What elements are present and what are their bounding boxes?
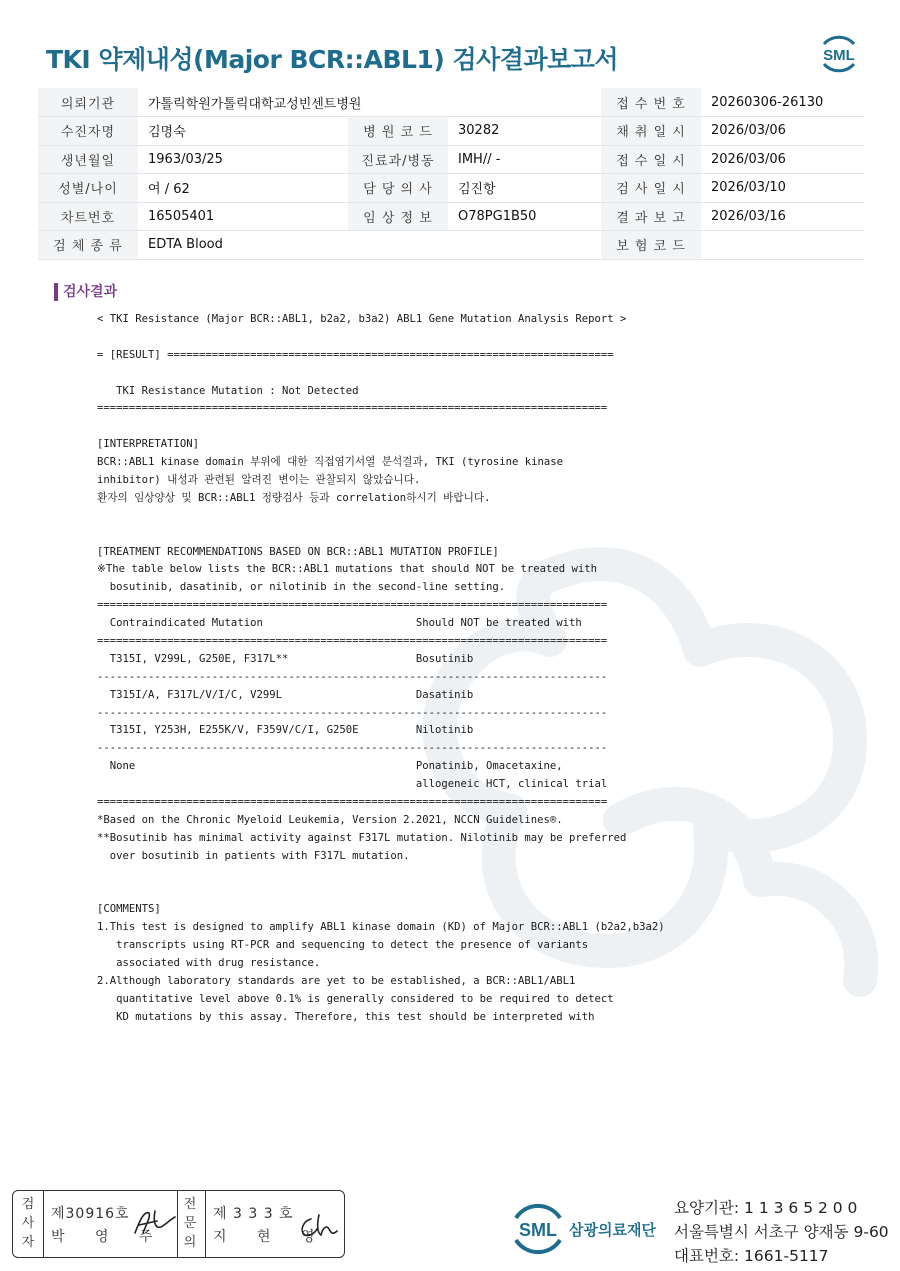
examiner-label: 검 사 자	[21, 1197, 35, 1250]
report-line: ================================================================================	[97, 635, 608, 648]
info-label: 접 수 일 시	[601, 145, 701, 174]
info-label: 진료과/병동	[348, 145, 448, 174]
report-line	[97, 508, 877, 526]
report-line: **Bosutinib has minimal activity against F317L mutation. Nilotinib may be preferred	[97, 831, 627, 844]
info-label: 보 험 코 드	[601, 231, 701, 260]
info-label: 수진자명	[38, 117, 138, 146]
report-line	[97, 866, 877, 884]
report-line: ※The table below lists the BCR::ABL1 mutations that should NOT be treated with	[97, 563, 597, 576]
report-line: [INTERPRETATION]	[97, 438, 200, 451]
report-line: bosutinib, dasatinib, or nilotinib in the second-line setting.	[97, 581, 506, 594]
report-line: [TREATMENT RECOMMENDATIONS BASED ON BCR::ABL1 MUTATION PROFILE]	[97, 545, 499, 558]
report-line: transcripts using RT-PCR and sequencing to detect the presence of variants	[97, 939, 589, 952]
report-line: = [RESULT] ======================================================================	[97, 348, 614, 361]
specialist-label: 전 문 의	[183, 1197, 197, 1250]
report-line: ================================================================================	[97, 796, 608, 809]
report-line: allogeneic HCT, clinical trial	[97, 778, 608, 791]
info-value: 16505401	[138, 202, 348, 231]
info-value: 가톨릭학원가톨릭대학교성빈센트병원	[138, 88, 601, 117]
info-value: 2026/03/16	[701, 202, 864, 231]
report-line: ================================================================================	[97, 599, 608, 612]
info-label: 담 당 의 사	[348, 174, 448, 203]
report-line: ================================================================================	[97, 402, 608, 415]
info-label: 결 과 보 고	[601, 202, 701, 231]
page-title: TKI 약제내성(Major BCR::ABL1) 검사결과보고서	[46, 45, 619, 74]
info-value: 여 / 62	[138, 174, 348, 203]
info-label: 의뢰기관	[38, 88, 138, 117]
report-line: *Based on the Chronic Myeloid Leukemia, Version 2.2021, NCCN Guidelines®.	[97, 813, 563, 826]
specialist-name: 지 현 영	[213, 1229, 328, 1245]
report-line: T315I/A, F317L/V/I/C, V299L Dasatinib	[97, 688, 474, 701]
sml-logo	[814, 28, 864, 78]
info-row	[38, 88, 864, 117]
report-line	[97, 526, 877, 544]
info-value: 2026/03/06	[701, 145, 864, 174]
info-label: 접 수 번 호	[601, 88, 701, 117]
info-value: 20260306-26130	[701, 88, 864, 117]
info-label: 성별/나이	[38, 174, 138, 203]
report-line: [COMMENTS]	[97, 903, 161, 916]
info-value: 김진항	[448, 174, 601, 203]
report-line: quantitative level above 0.1% is generally considered to be required to detect	[97, 992, 614, 1005]
footer-sml-logo	[508, 1200, 568, 1256]
report-line: --------------------------------------------------------------------------------	[97, 742, 608, 755]
examiner-signature	[131, 1207, 177, 1239]
report-line: < TKI Resistance (Major BCR::ABL1, b2a2, b3a2) ABL1 Gene Mutation Analysis Report >	[97, 313, 627, 325]
sml-logo-text: SML	[823, 47, 855, 64]
info-label: 채 취 일 시	[601, 117, 701, 146]
report-line: --------------------------------------------------------------------------------	[97, 706, 608, 719]
patient-info-table	[38, 88, 864, 260]
info-label: 검 체 종 류	[38, 231, 138, 260]
footer-contact-info	[674, 1196, 889, 1268]
info-row	[38, 231, 864, 260]
info-label: 임 상 정 보	[348, 202, 448, 231]
section-title-results: 검사결과	[54, 283, 117, 301]
report-line: KD mutations by this assay. Therefore, this test should be interpreted with	[97, 1010, 595, 1023]
report-line: associated with drug resistance.	[97, 957, 321, 970]
footer-phone: 대표번호: 1661-5117	[674, 1247, 829, 1265]
info-row	[38, 145, 864, 174]
info-value: 30282	[448, 117, 601, 146]
result-report-text	[97, 311, 877, 1027]
report-line: 2.Although laboratory standards are yet to be established, a BCR::ABL1/ABL1	[97, 974, 576, 987]
report-line: Contraindicated Mutation Should NOT be treated with	[97, 617, 582, 630]
info-value: 김명숙	[138, 117, 348, 146]
info-row	[38, 117, 864, 146]
report-line: 환자의 임상양상 및 BCR::ABL1 정량검사 등과 correlation하시기 바랍니다.	[97, 491, 491, 504]
info-value: EDTA Blood	[138, 231, 601, 260]
report-line: over bosutinib in patients with F317L mutation.	[97, 849, 410, 862]
examiner-name: 박 영 주	[51, 1229, 166, 1245]
specialist-signature	[297, 1211, 341, 1241]
report-line	[97, 365, 877, 383]
report-line	[97, 329, 877, 347]
report-line: --------------------------------------------------------------------------------	[97, 670, 608, 683]
footer-brand-name: 삼광의료재단	[569, 1221, 656, 1239]
info-row	[38, 174, 864, 203]
report-line	[97, 418, 877, 436]
info-value: 2026/03/06	[701, 117, 864, 146]
footer-logo-text: SML	[519, 1220, 557, 1240]
footer-address: 서울특별시 서초구 양재동 9-60	[674, 1223, 889, 1241]
info-label: 병 원 코 드	[348, 117, 448, 146]
info-value	[701, 231, 864, 260]
report-line	[97, 884, 877, 902]
info-value: 2026/03/10	[701, 174, 864, 203]
info-value: 1963/03/25	[138, 145, 348, 174]
report-line: T315I, V299L, G250E, F317L** Bosutinib	[97, 652, 474, 665]
info-row	[38, 202, 864, 231]
info-value: O78PG1B50	[448, 202, 601, 231]
info-label: 차트번호	[38, 202, 138, 231]
report-line: BCR::ABL1 kinase domain 부위에 대한 직접염기서열 분석결과, TKI (tyrosine kinase	[97, 456, 564, 469]
info-label: 검 사 일 시	[601, 174, 701, 203]
report-line: 1.This test is designed to amplify ABL1 kinase domain (KD) of Major BCR::ABL1 (b2a2,b3a2)	[97, 921, 665, 934]
specialist-license-no: 제 3 3 3 호	[213, 1206, 294, 1222]
info-label: 생년월일	[38, 145, 138, 174]
examiner-license-no: 제30916호	[51, 1206, 130, 1222]
report-line: inhibitor) 내성과 관련된 알려진 변이는 관찰되지 않았습니다.	[97, 474, 421, 487]
info-value: IMH// -	[448, 145, 601, 174]
report-line: T315I, Y253H, E255K/V, F359V/C/I, G250E Nilotinib	[97, 724, 474, 737]
footer-institution-code: 요양기관: 1 1 3 6 5 2 0 0	[674, 1199, 858, 1217]
report-line: None Ponatinib, Omacetaxine,	[97, 760, 563, 773]
signature-box	[12, 1190, 345, 1258]
report-line: TKI Resistance Mutation : Not Detected	[97, 384, 359, 397]
